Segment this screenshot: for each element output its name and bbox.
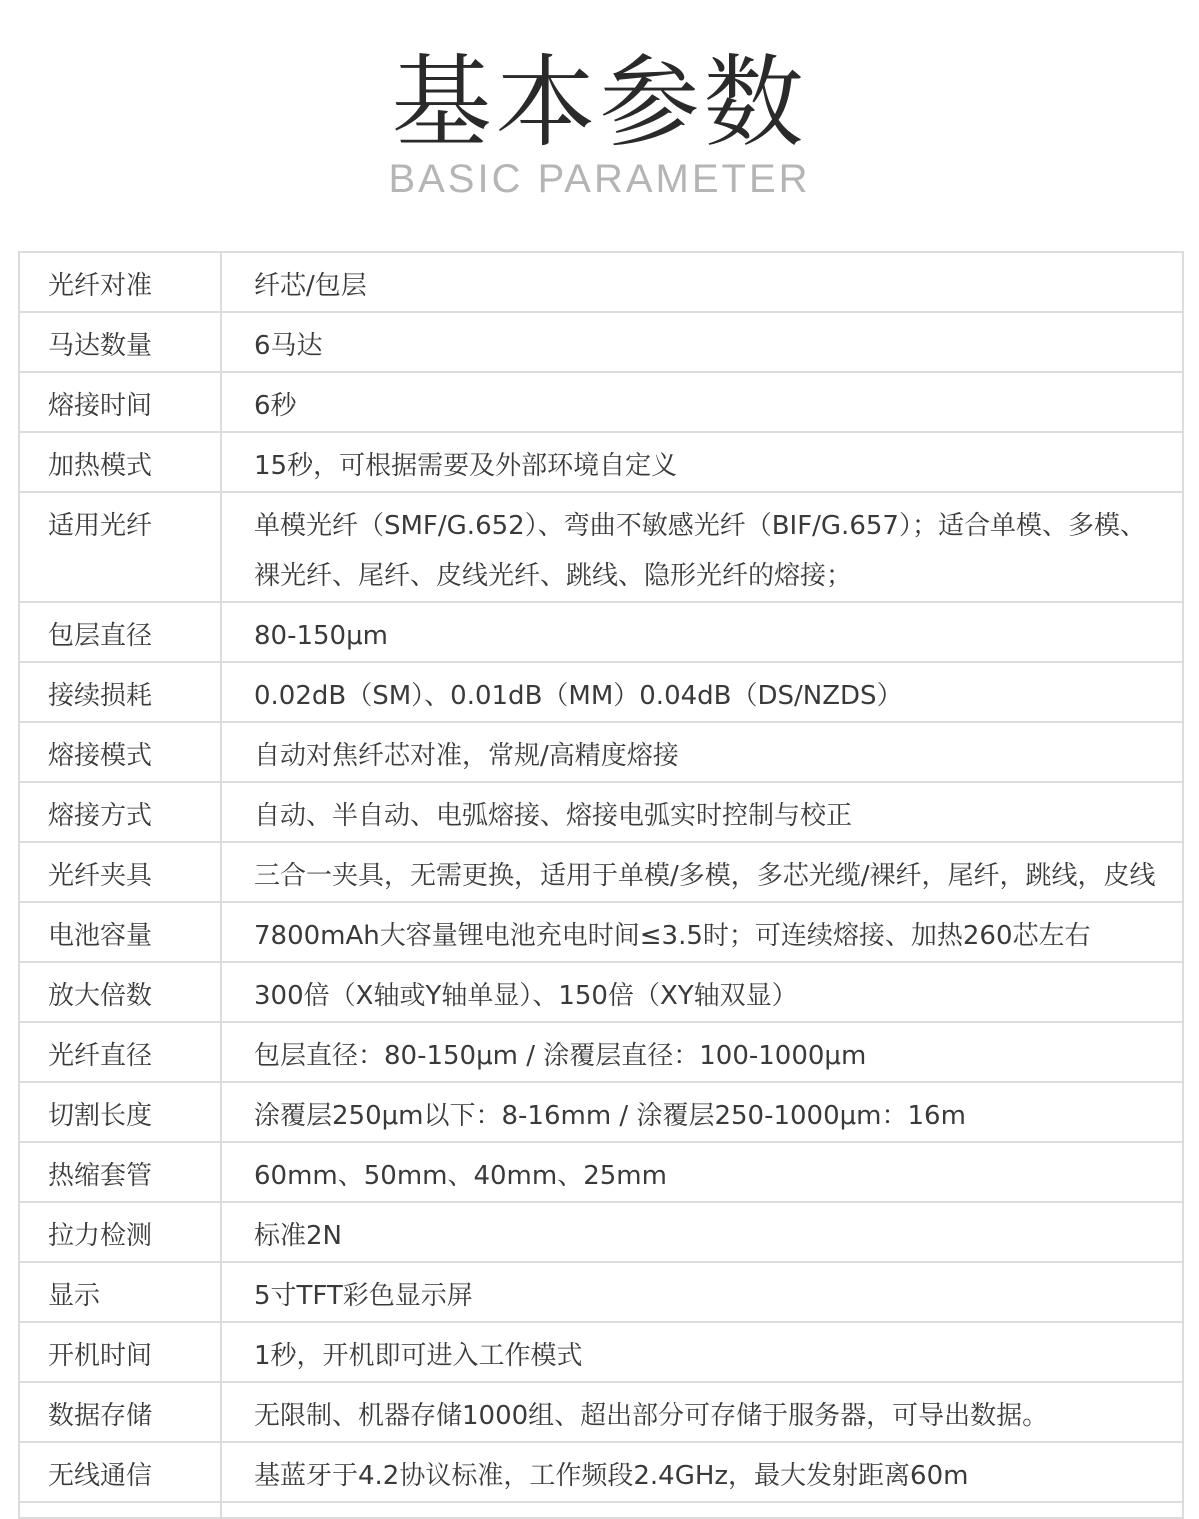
param-value: 自动、半自动、电弧熔接、熔接电弧实时控制与校正 — [221, 782, 1183, 842]
table-row — [19, 1382, 1183, 1442]
param-label: 马达数量 — [19, 312, 221, 372]
parameter-table — [18, 251, 1184, 1519]
table-row — [19, 662, 1183, 722]
param-value: 6秒 — [221, 372, 1183, 432]
param-value: 300倍（X轴或Y轴单显）、150倍（XY轴双显） — [221, 962, 1183, 1022]
table-row — [19, 252, 1183, 312]
param-label: 包层直径 — [19, 602, 221, 662]
param-label: 电池容量 — [19, 902, 221, 962]
param-value: 无限制、机器存储1000组、超出部分可存储于服务器，可导出数据。 — [221, 1382, 1183, 1442]
param-value: 1秒，开机即可进入工作模式 — [221, 1322, 1183, 1382]
page-subtitle: BASIC PARAMETER — [388, 157, 811, 201]
param-label: 放大倍数 — [19, 962, 221, 1022]
page-title: 基本参数 — [391, 44, 808, 161]
table-row — [19, 1202, 1183, 1262]
param-value: 三合一夹具，无需更换，适用于单模/多模，多芯光缆/裸纤，尾纤，跳线，皮线 — [221, 842, 1183, 902]
param-label-empty — [19, 1502, 221, 1518]
param-label: 显示 — [19, 1262, 221, 1322]
table-row-partial — [19, 1502, 1183, 1518]
table-row — [19, 962, 1183, 1022]
table-row — [19, 902, 1183, 962]
param-value: 15秒，可根据需要及外部环境自定义 — [221, 432, 1183, 492]
param-value: 单模光纤（SMF/G.652）、弯曲不敏感光纤（BIF/G.657）；适合单模、多模、裸光纤、尾纤、皮线光纤、跳线、隐形光纤的熔接； — [221, 492, 1183, 602]
param-label: 熔接模式 — [19, 722, 221, 782]
param-label: 熔接时间 — [19, 372, 221, 432]
table-row — [19, 1142, 1183, 1202]
param-value: 基蓝牙于4.2协议标准，工作频段2.4GHz，最大发射距离60m — [221, 1442, 1183, 1502]
table-row — [19, 432, 1183, 492]
param-label: 光纤直径 — [19, 1022, 221, 1082]
param-value: 5寸TFT彩色显示屏 — [221, 1262, 1183, 1322]
param-value: 涂覆层250μm以下：8-16mm / 涂覆层250-1000μm：16m — [221, 1082, 1183, 1142]
param-label: 数据存储 — [19, 1382, 221, 1442]
page-header — [0, 0, 1199, 250]
table-row — [19, 312, 1183, 372]
table-row — [19, 372, 1183, 432]
param-label: 熔接方式 — [19, 782, 221, 842]
param-value: 标准2N — [221, 1202, 1183, 1262]
param-value: 7800mAh大容量锂电池充电时间≤3.5时；可连续熔接、加热260芯左右 — [221, 902, 1183, 962]
param-label: 光纤夹具 — [19, 842, 221, 902]
param-value: 包层直径：80-150μm / 涂覆层直径：100-1000μm — [221, 1022, 1183, 1082]
param-label: 拉力检测 — [19, 1202, 221, 1262]
param-value-empty — [221, 1502, 1183, 1518]
table-row — [19, 842, 1183, 902]
param-label: 无线通信 — [19, 1442, 221, 1502]
table-row — [19, 1262, 1183, 1322]
table-row — [19, 782, 1183, 842]
table-row — [19, 1322, 1183, 1382]
param-label: 切割长度 — [19, 1082, 221, 1142]
param-value: 自动对焦纤芯对准，常规/高精度熔接 — [221, 722, 1183, 782]
table-row — [19, 1442, 1183, 1502]
param-value: 80-150μm — [221, 602, 1183, 662]
param-label: 热缩套管 — [19, 1142, 221, 1202]
parameter-table-body — [19, 252, 1183, 1518]
table-row — [19, 602, 1183, 662]
table-row — [19, 1082, 1183, 1142]
param-label: 接续损耗 — [19, 662, 221, 722]
param-label: 光纤对准 — [19, 252, 221, 312]
param-label: 开机时间 — [19, 1322, 221, 1382]
param-value: 0.02dB（SM）、0.01dB（MM）0.04dB（DS/NZDS） — [221, 662, 1183, 722]
param-label: 适用光纤 — [19, 492, 221, 602]
table-row — [19, 492, 1183, 602]
param-value: 60mm、50mm、40mm、25mm — [221, 1142, 1183, 1202]
param-label: 加热模式 — [19, 432, 221, 492]
param-value: 6马达 — [221, 312, 1183, 372]
table-row — [19, 1022, 1183, 1082]
param-value: 纤芯/包层 — [221, 252, 1183, 312]
table-row — [19, 722, 1183, 782]
